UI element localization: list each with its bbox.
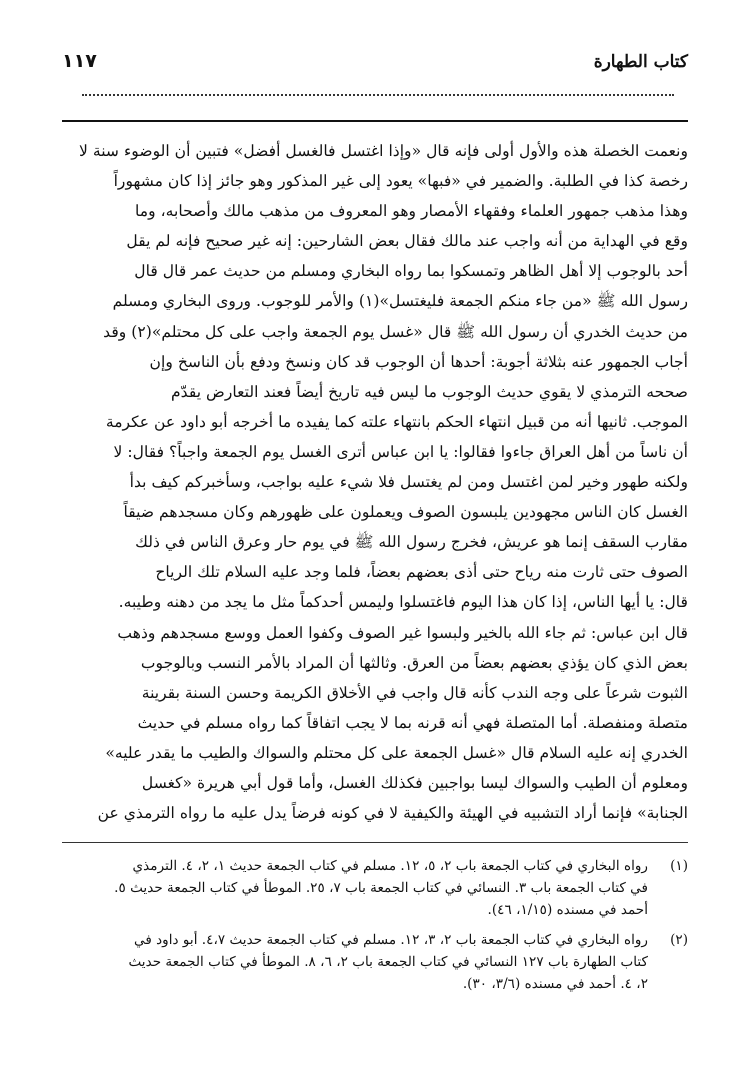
footnote: [62, 929, 688, 995]
text-line: وقع في الهداية من أنه واجب عند مالك فقال بعض الشارحين: إنه غير صحيح فإنه لم يقل: [126, 232, 688, 251]
dotted-divider: [82, 82, 674, 96]
footnote-text: [62, 855, 648, 921]
text-line: قال: يا أيها الناس، إذا كان هذا اليوم فاغتسلوا وليمس أحدكماً مثل ما يجد من دهنه وطيبه.: [118, 593, 688, 612]
footnote-line: في كتاب الجمعة باب ٣. النسائي في كتاب الجمعة باب ٧، ٢٥. الموطأ في كتاب الجمعة حديث ٥.: [114, 880, 648, 897]
text-line: مقارب السقف إنما هو عريش، فخرج رسول الله ﷺ في يوم حار وعرق الناس في ذلك: [135, 533, 688, 552]
text-line: الثبوت شرعاً على وجه الندب كأنه قال واجب في الأخلاق الكريمة وحسن السنة بقرينة: [141, 683, 688, 702]
footnote-number: (١): [670, 858, 688, 875]
text-line: أن ناساً من أهل العراق جاءوا فقالوا: يا ابن عباس أترى الغسل يوم الجمعة واجباً؟ فقال: لا: [113, 442, 688, 461]
text-line: متصلة ومنفصلة. أما المتصلة فهي أنه قرنه بما لا يجب اتفاقاً كما رواه مسلم في حديث: [137, 713, 688, 732]
text-line: قال ابن عباس: ثم جاء الله بالخير ولبسوا غير الصوف وكفوا العمل ووسع مسجدهم وذهب: [117, 623, 688, 642]
footnote: [62, 855, 688, 921]
text-line: الغسل كان الناس مجهودين يلبسون الصوف ويعملون على ظهورهم وكان مسجدهم ضيقاً: [123, 503, 688, 522]
page-header: [62, 50, 688, 78]
text-line: ومعلوم أن الطيب والسواك ليسا بواجبين فكذلك الغسل، وأما قول أبي هريرة «كغسل: [141, 773, 688, 792]
text-line: الصوف حتى ثارت منه رياح حتى أذى بعضهم بعضاً، فلما وجد عليه السلام تلك الرياح: [155, 563, 688, 582]
footnote-line: رواه البخاري في كتاب الجمعة باب ٢، ٣، ١٢. مسلم في كتاب الجمعة حديث ٤،٧. أبو داود في: [133, 932, 648, 949]
footnote-line: ٢، ٤. أحمد في مسنده (٣/٦، ٣٠).: [462, 976, 648, 993]
footnote-text: [62, 929, 648, 995]
text-line: الموجب. ثانيها أنه من قبيل انتهاء الحكم بانتهاء علته كما يفيده ما أخرجه أبو داود عن عكرمة: [105, 412, 688, 431]
text-line: صححه الترمذي لا يقوي حديث الوجوب ما ليس فيه تاريخ أيضاً فعند التعارض يقدّم: [171, 382, 688, 401]
text-line: وهذا مذهب جمهور العلماء وفقهاء الأمصار وهو المعروف من مذهب مالك وأصحابه، وما: [135, 202, 688, 221]
book-title: كتاب الطهارة: [593, 52, 688, 72]
footnote-line: أحمد في مسنده (١/١٥، ٤٦).: [487, 902, 648, 919]
text-line: أحد بالوجوب إلا أهل الظاهر وتمسكوا بما رواه البخاري ومسلم من حديث عمر قال قال: [134, 262, 688, 281]
text-line: ولكنه طهور وخير لمن اغتسل ومن لم يغتسل فلا شيء عليه بواجب، وسأخبركم كيف بدأ: [129, 473, 688, 492]
book-page: [62, 50, 688, 1003]
text-line: ونعمت الخصلة هذه والأول أولى فإنه قال «وإذا اغتسل فالغسل أفضل» فتبين أن الوضوء سنة لا: [79, 142, 688, 160]
text-line: بعض الذي كان يؤذي بعضهم بعضاً من العرق. وثالثها أن المراد بالأمر النسب وبالوجوب: [140, 653, 688, 672]
text-line: من حديث الخدري أن رسول الله ﷺ قال «غسل يوم الجمعة واجب على كل محتلم»(٢) وقد: [103, 322, 688, 341]
text-line: أجاب الجمهور عنه بثلاثة أجوبة: أحدها أن الوجوب قد كان ونسخ ودفع بأن الناسخ وإن: [149, 352, 688, 371]
footnote-number: (٢): [670, 932, 688, 949]
main-text: [62, 136, 688, 828]
footnote-line: رواه البخاري في كتاب الجمعة باب ٢، ٥، ١٢. مسلم في كتاب الجمعة حديث ١، ٢، ٤. الترمذي: [132, 858, 648, 875]
footnotes: [62, 842, 688, 995]
text-line: الجنابة» فإنما أراد التشبيه في الهيئة والكيفية لا في كونه فرضاً يدل عليه ما رواه الترمذي عن: [97, 804, 688, 823]
text-line: الخدري إنه عليه السلام قال «غسل الجمعة على كل محتلم والسواك والطيب ما يقدر عليه»: [105, 743, 688, 762]
header-separator: [62, 120, 688, 122]
footnote-line: كتاب الطهارة باب ١٢٧ النسائي في كتاب الجمعة باب ٢، ٦، ٨. الموطأ في كتاب الجمعة حديث: [128, 954, 648, 971]
text-line: رخصة كذا في الطلبة. والضمير في «فبها» يعود إلى غير المذكور وهو جائز إذا كان مشهوراً: [113, 172, 688, 191]
page-number: ١١٧: [62, 50, 97, 72]
text-line: رسول الله ﷺ «من جاء منكم الجمعة فليغتسل»(١) والأمر للوجوب. وروى البخاري ومسلم: [112, 292, 688, 311]
